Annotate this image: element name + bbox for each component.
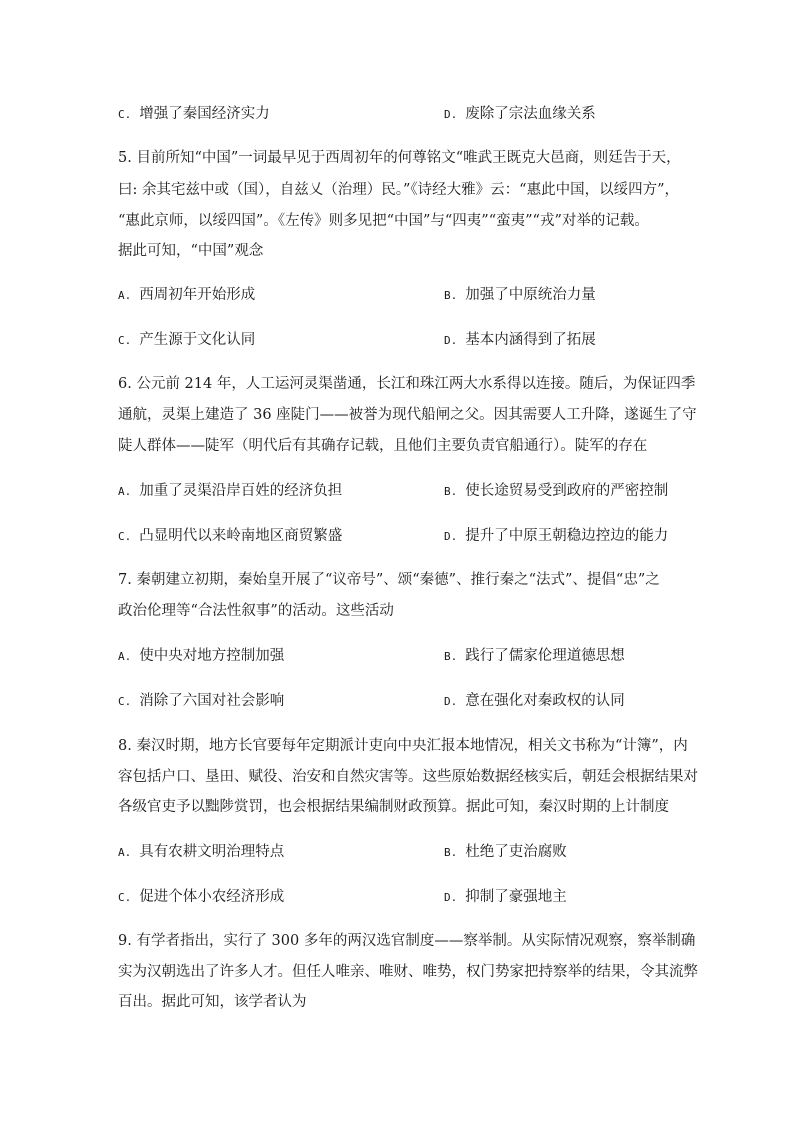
q5-option-d[interactable]: [444, 330, 596, 351]
option-text: 增强了秦国经济实力: [139, 106, 270, 122]
q8-option-a[interactable]: [118, 842, 284, 863]
q9-stem-line-3: 百出。据此可知，该学者认为: [118, 994, 307, 1010]
q8-option-c[interactable]: [118, 887, 284, 908]
q8-option-d[interactable]: [444, 887, 567, 908]
option-text: 抑制了豪强地主: [465, 889, 567, 905]
option-text: 践行了儒家伦理道德思想: [465, 648, 625, 664]
option-text: 消除了六国对社会影响: [139, 693, 285, 709]
q4-option-c[interactable]: [118, 104, 270, 125]
q6-stem-line-1: 6. 公元前 214 年，人工运河灵渠凿通，长江和珠江两大水系得以连接。随后，为保证四季: [118, 376, 696, 392]
option-text: 意在强化对秦政权的认同: [465, 693, 625, 709]
option-text: 使中央对地方控制加强: [139, 648, 285, 664]
option-letter: C.: [118, 334, 132, 347]
option-letter: B.: [444, 289, 458, 302]
option-text: 产生源于文化认同: [139, 332, 256, 348]
q8-stem-line-1: 8. 秦汉时期，地方长官要每年定期派计吏向中央汇报本地情况，相关文书称为“计簿”，内: [118, 738, 688, 754]
option-text: 废除了宗法血缘关系: [465, 106, 596, 122]
q5-option-b[interactable]: [444, 285, 596, 306]
q6-stem-line-2: 通航，灵渠上建造了 36 座陡门——被誉为现代船闸之父。因其需要人工升降，遂诞生了守: [118, 407, 697, 423]
option-text: 凸显明代以来岭南地区商贸繁盛: [139, 528, 343, 544]
option-letter: C.: [118, 530, 132, 543]
option-letter: C.: [118, 695, 132, 708]
option-letter: D.: [444, 695, 458, 708]
option-letter: D.: [444, 891, 458, 904]
q6-option-b[interactable]: [444, 481, 668, 502]
option-letter: B.: [444, 846, 458, 859]
option-letter: A.: [118, 485, 132, 498]
q6-option-d[interactable]: [444, 526, 668, 547]
option-text: 提升了中原王朝稳边控边的能力: [465, 528, 669, 544]
option-letter: A.: [118, 650, 132, 663]
q7-option-d[interactable]: [444, 691, 625, 712]
option-text: 杜绝了吏治腐败: [465, 844, 567, 860]
q7-option-c[interactable]: [118, 691, 284, 712]
q6-option-a[interactable]: [118, 481, 342, 502]
q7-option-a[interactable]: [118, 646, 284, 667]
option-text: 西周初年开始形成: [139, 287, 256, 303]
option-letter: D.: [444, 334, 458, 347]
q5-stem-line-4: 据此可知，“中国”观念: [118, 243, 264, 259]
q6-stem-line-3: 陡人群体——陡军（明代后有其确存记载，且他们主要负责官船通行）。陡军的存在: [118, 438, 648, 454]
option-text: 加强了中原统治力量: [465, 287, 596, 303]
q5-stem-line-1: 5. 目前所知“中国”一词最早见于西周初年的何尊铭文“唯武王既克大邑商，则廷告于天，: [118, 150, 681, 166]
q8-option-b[interactable]: [444, 842, 567, 863]
q7-option-b[interactable]: [444, 646, 625, 667]
q8-stem-line-3: 各级官吏予以黜陟赏罚，也会根据结果编制财政预算。据此可知，秦汉时期的上计制度: [118, 799, 669, 815]
q9-stem-line-2: 实为汉朝选出了许多人才。但任人唯亲、唯财、唯势，权门势家把持察举的结果，令其流弊: [118, 964, 698, 980]
q5-stem-line-3: “惠此京师，以绥四国”。《左传》则多见把“中国”与“四夷”“蛮夷”“戎”对举的记载。: [118, 213, 649, 229]
option-letter: B.: [444, 650, 458, 663]
q5-option-a[interactable]: [118, 285, 255, 306]
q8-stem-line-2: 容包括户口、垦田、赋役、治安和自然灾害等。这些原始数据经核实后，朝廷会根据结果对: [118, 769, 698, 785]
q7-stem-line-1: 7. 秦朝建立初期，秦始皇开展了“议帝号”、颂“秦德”、推行秦之“法式”、提倡“忠”之: [118, 572, 660, 588]
option-text: 具有农耕文明治理特点: [139, 844, 285, 860]
q9-stem-line-1: 9. 有学者指出，实行了 300 多年的两汉选官制度——察举制。从实际情况观察，察举制确: [118, 933, 696, 949]
q6-option-c[interactable]: [118, 526, 342, 547]
option-letter: B.: [444, 485, 458, 498]
option-letter: C.: [118, 891, 132, 904]
option-letter: D.: [444, 530, 458, 543]
option-text: 加重了灵渠沿岸百姓的经济负担: [139, 483, 343, 499]
option-text: 使长途贸易受到政府的严密控制: [465, 483, 669, 499]
option-letter: A.: [118, 846, 132, 859]
q5-option-c[interactable]: [118, 330, 255, 351]
option-letter: D.: [444, 108, 458, 121]
q7-stem-line-2: 政治伦理等“合法性叙事”的活动。这些活动: [118, 603, 394, 619]
option-text: 基本内涵得到了拓展: [465, 332, 596, 348]
q4-option-d[interactable]: [444, 104, 596, 125]
option-letter: A.: [118, 289, 132, 302]
option-text: 促进个体小农经济形成: [139, 889, 285, 905]
option-letter: C.: [118, 108, 132, 121]
q5-stem-line-2: 曰: 余其宅兹中或（国），自兹乂（治理）民。”《诗经大雅》云：“惠此中国，以绥四方”，: [118, 182, 679, 198]
